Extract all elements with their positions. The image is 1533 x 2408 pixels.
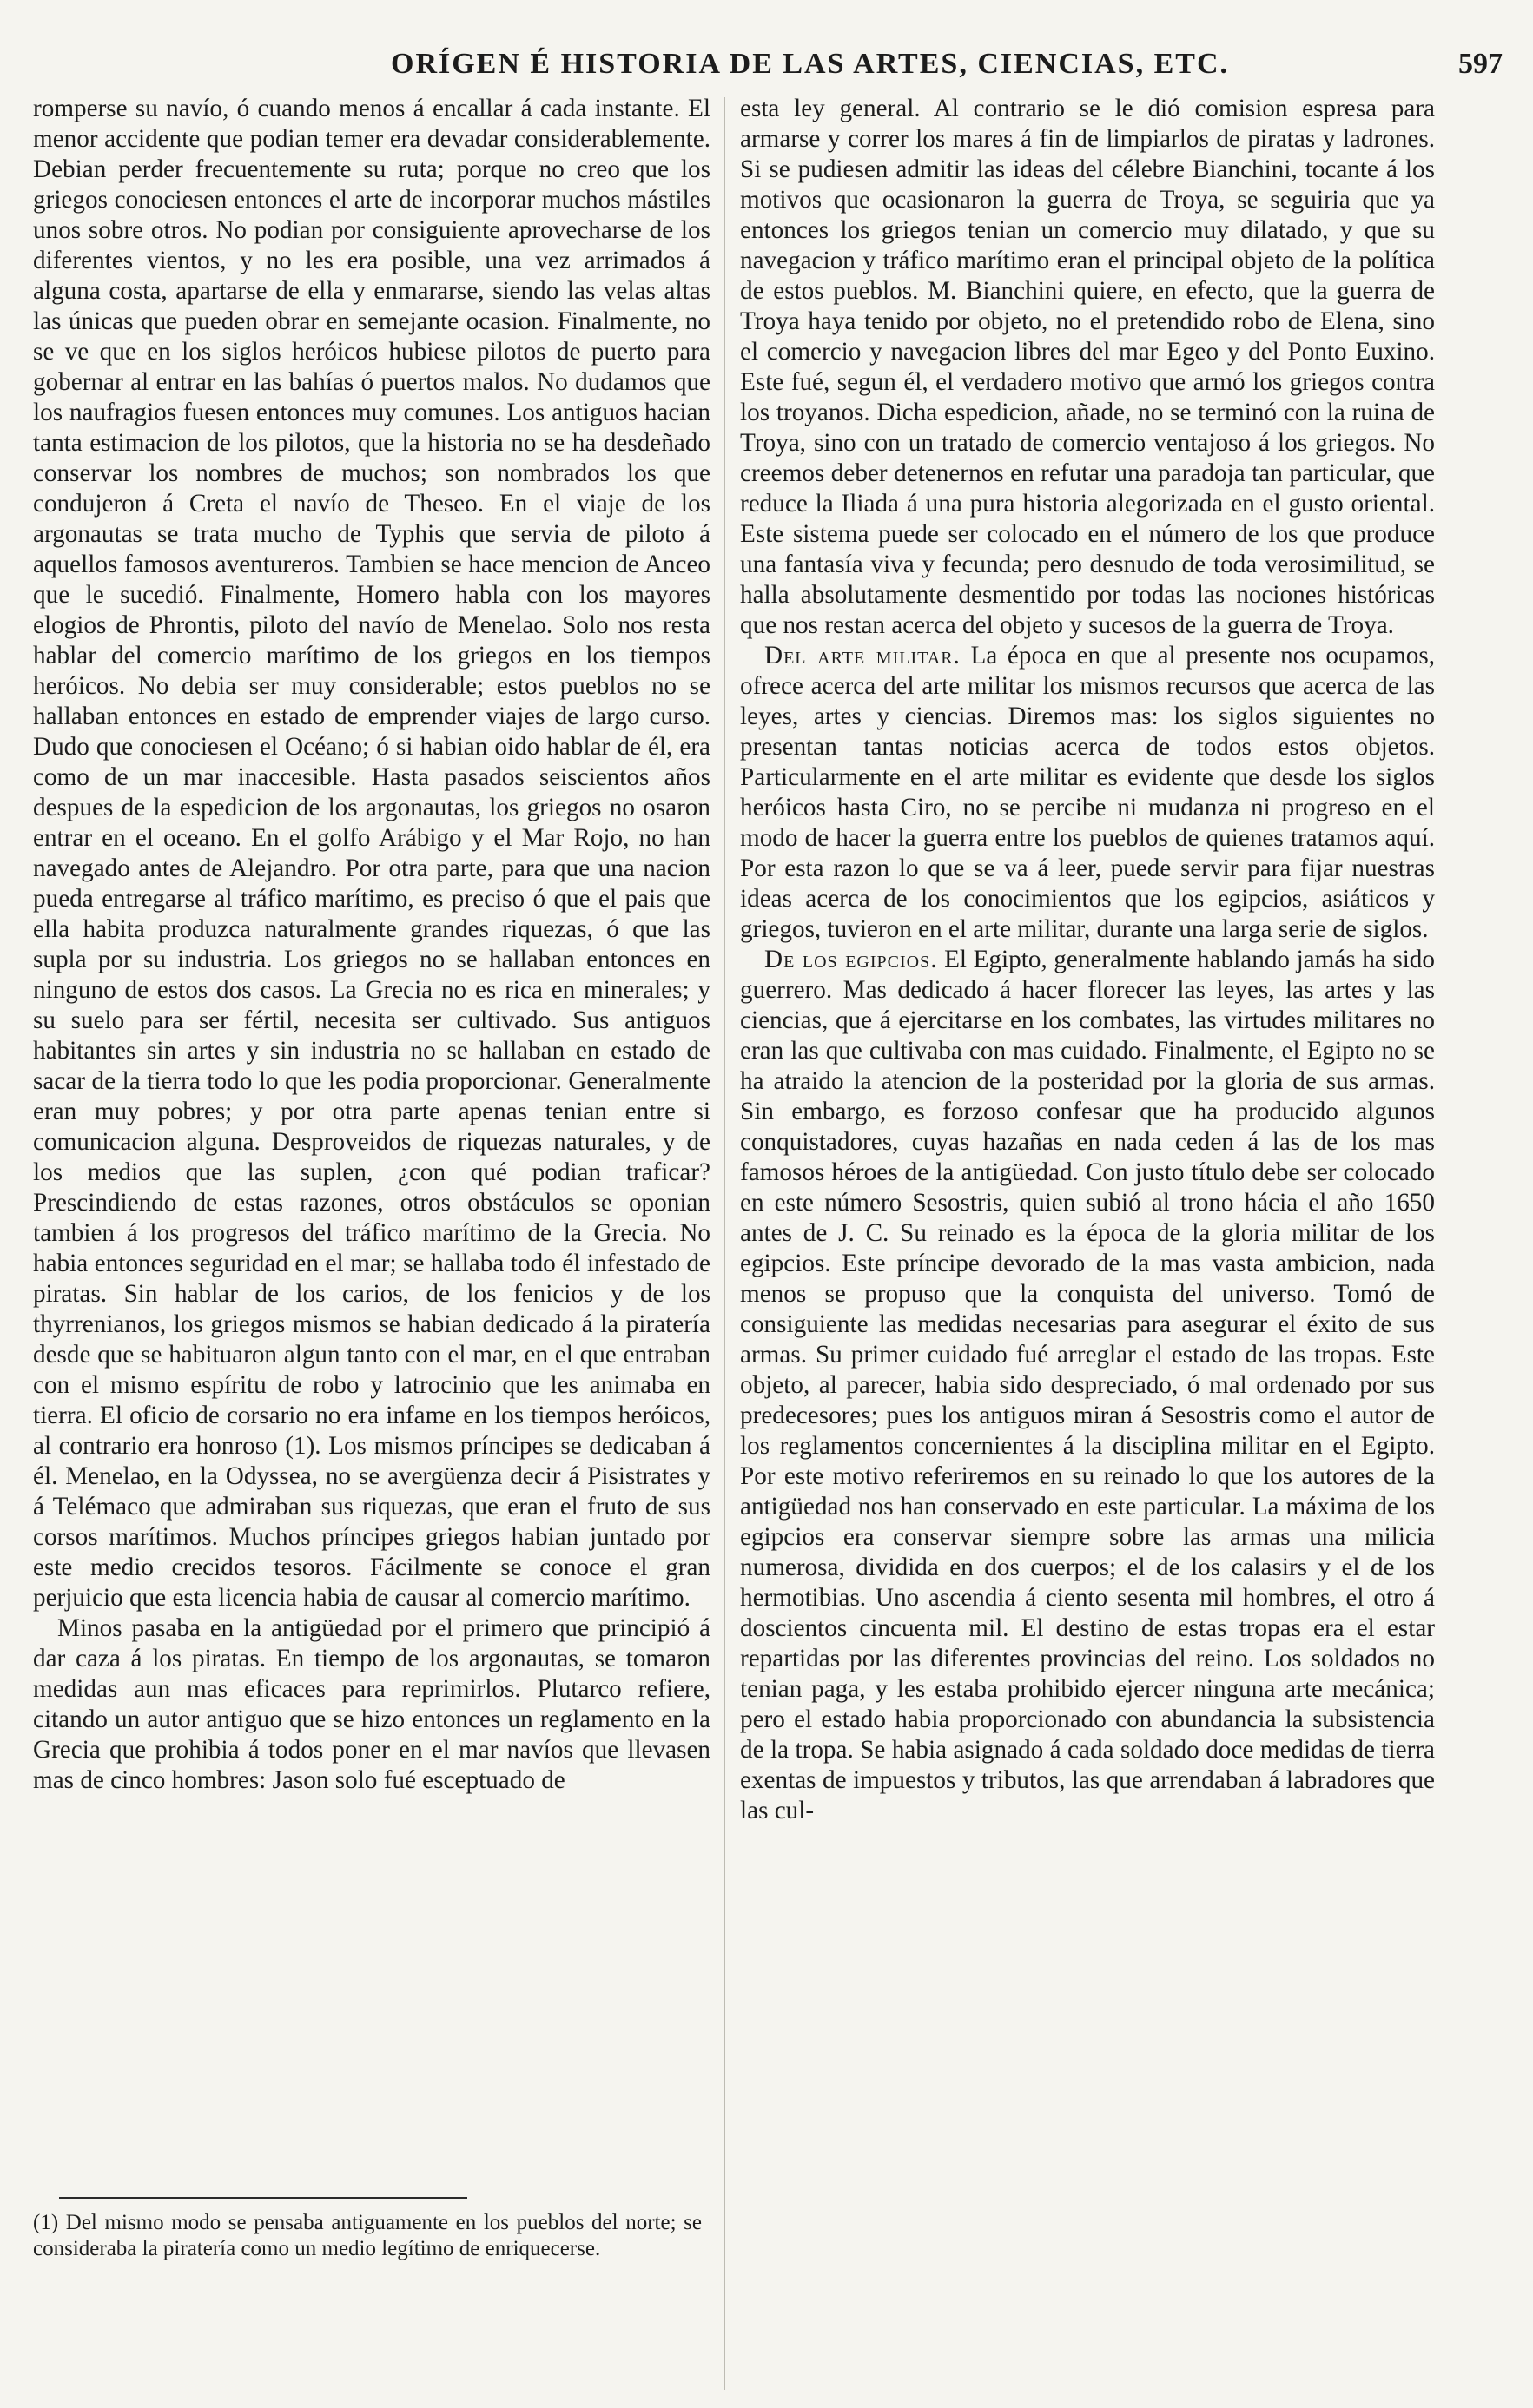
right-paragraph-1: esta ley general. Al contrario se le dió comision espresa para armarse y correr los mares á fin de limpiarlos de piratas y ladrones. Si se pudiesen admitir las ideas del célebre Bianchini, tocante á los motivos que ocasionaron la guerra de Troya, se seguiria que ya entonces los griegos tenian un comercio muy dilatado, y que su navegacion y tráfico marítimo eran el principal objeto de la política de estos pueblos. M. Bianchini quiere, en efecto, que la guerra de Troya haya tenido por objeto, no el pretendido robo de Elena, sino el comercio y navegacion libres del mar Egeo y del Ponto Euxino. Este fué, segun él, el verdadero motivo que armó los griegos contra los troyanos. Dicha espedicion, añade, no se terminó con la ruina de Troya, sino con un tratado de comercio ventajoso á los griegos. No creemos deber detenernos en refutar una paradoja tan particular, que reduce la Iliada á una pura historia alegorizada en el gusto oriental. Este sistema puede ser colocado en el número de los que produce una fantasía viva y fecunda; pero desnudo de toda verosimilitud, se halla absolutamente desmentido por todas las nociones históricas que nos restan acerca del objeto y sucesos de la guerra de Troya.	[740, 95, 1435, 639]
page-header	[0, 48, 1533, 82]
right-paragraph-3-text: El Egipto, generalmente hablando jamás ha sido guerrero. Mas dedicado á hacer florecer las leyes, las artes y las ciencias, que á ejercitarse en los combates, las virtudes militares no eran las que cultivaba con mas cuidado. Finalmente, el Egipto no se ha atraido la atencion de la posteridad por la gloria de sus armas. Sin embargo, es forzoso confesar que ha producido algunos conquistadores, cuyas hazañas en nada ceden á las de los mas famosos héroes de la antigüedad. Con justo título debe ser colocado en este número Sesostris, quien subió al trono hácia el año 1650 antes de J. C. Su reinado es la época de la gloria militar de los egipcios. Este príncipe devorado de la mas vasta ambicion, nada menos se propuso que la conquista del universo. Tomó de consiguiente las medidas necesarias para asegurar el éxito de sus armas. Su primer cuidado fué arreglar el estado de las tropas. Este objeto, al parecer, habia sido despreciado, ó mal ordenado por sus predecesores; pues los antiguos miran á Sesostris como el autor de los reglamentos concernientes á la disciplina militar en el Egipto. Por este motivo referiremos en su reinado lo que los autores de la antigüedad nos han conservado en este particular. La máxima de los egipcios era conservar siempre sobre las armas una milicia numerosa, dividida en dos cuerpos; el de los calasirs y el de los hermotibias. Uno ascendia á ciento sesenta mil hombres, el otro á doscientos cincuenta mil. El destino de estas tropas era el estar repartidas por las diferentes provincias del reino. Los soldados no tenian paga, y les estaba prohibido ejercer ninguna arte mecánica; pero el estado habia proporcionado con abundancia la subsistencia de la tropa. Se habia asignado á cada soldado doce medidas de tierra exentas de impuestos y tributos, las que arrendaban á labradores que las cul-	[740, 946, 1435, 1824]
right-paragraph-3	[740, 945, 1435, 1826]
running-title: ORÍGEN É HISTORIA DE LAS ARTES, CIENCIAS, ETC.	[391, 48, 1229, 80]
left-paragraph-1: romperse su navío, ó cuando menos á encallar á cada instante. El menor accidente que podian temer era devadar considerablemente. Debian perder frecuentemente su ruta; porque no creo que los griegos conociesen entonces el arte de incorporar muchos mástiles unos sobre otros. No podian por consiguiente aprovecharse de los diferentes vientos, y no les era posible, una vez arrimados á alguna costa, apartarse de ella y enmararse, siendo las velas altas las únicas que pueden obrar en semejante ocasion. Finalmente, no se ve que en los siglos heróicos hubiese pilotos de puerto para gobernar al entrar en las bahías ó puertos malos. No dudamos que los naufragios fuesen entonces muy comunes. Los antiguos hacian tanta estimacion de los pilotos, que la historia no se ha desdeñado conservar los nombres de muchos; son nombrados los que condujeron á Creta el navío de Theseo. En el viaje de los argonautas se trata mucho de Typhis que servia de piloto á aquellos famosos aventureros. Tambien se hace mencion de Anceo que le sucedió. Finalmente, Homero habla con los mayores elogios de Phrontis, piloto del navío de Menelao. Solo nos resta hablar del comercio marítimo de los griegos en los tiempos heróicos. No debia ser muy considerable; estos pueblos no se hallaban entonces en estado de emprender viajes de largo curso. Dudo que conociesen el Océano; ó si habian oido hablar de él, era como de un mar inaccesible. Hasta pasados seiscientos años despues de la espedicion de los argonautas, los griegos no osaron entrar en el oceano. En el golfo Arábigo y el Mar Rojo, no han navegado antes de Alejandro. Por otra parte, para que una nacion pueda entregarse al tráfico marítimo, es preciso ó que el pais que ella habita produzca naturalmente grandes riquezas, ó que las supla por su industria. Los griegos no se hallaban entonces en ninguno de estos dos casos. La Grecia no es rica en minerales; y su suelo para ser fértil, necesita ser cultivado. Sus antiguos habitantes sin artes y sin industria no se hallaban en estado de sacar de la tierra todo lo que les podia proporcionar. Generalmente eran muy pobres; y por otra parte apenas tenian entre si comunicacion alguna. Desproveidos de riquezas naturales, y de los medios que las suplen, ¿con qué podian traficar? Prescindiendo de estas razones, otros obstáculos se oponian tambien á los progresos del tráfico marítimo de la Grecia. No habia entonces seguridad en el mar; se hallaba todo él infestado de piratas. Sin hablar de los carios, de los fenicios y de los thyrrenianos, los griegos mismos se habian dedicado á la piratería desde que se habituaron algun tanto con el mar, en el que entraban con el mismo espíritu de robo y latrocinio que les animaba en tierra. El oficio de corsario no era infame en los tiempos heróicos, al contrario era honroso (1). Los mismos príncipes se dedicaban á él. Menelao, en la Odyssea, no se avergüenza decir á Pisistrates y á Telémaco que admiraban sus riquezas, que eran el fruto de sus corsos marítimos. Muchos príncipes griegos habian juntado por este medio crecidos tesoros. Fácilmente se conoce el gran perjuicio que esta licencia habia de causar al comercio marítimo.	[33, 95, 710, 1612]
section-heading-arte-militar: Del arte militar.	[764, 642, 961, 670]
right-column	[740, 94, 1435, 1826]
column-divider	[724, 97, 725, 2390]
page-number: 597	[1458, 48, 1503, 80]
left-paragraph-2: Minos pasaba en la antigüedad por el primero que principió á dar caza á los piratas. En tiempo de los argonautas, se tomaron medidas aun mas eficaces para reprimirlos. Plutarco refiere, citando un autor antiguo que se hizo entonces un reglamento en la Grecia que prohibia á todos poner en el mar navíos que llevasen mas de cinco hombres: Jason solo fué esceptuado de	[33, 1614, 710, 1794]
footnote: (1) Del mismo modo se pensaba antiguamente en los pueblos del norte; se consideraba la piratería como un medio legítimo de enriquecerse.	[33, 2211, 702, 2260]
left-column	[33, 94, 710, 1796]
footnote-rule	[59, 2197, 467, 2199]
right-paragraph-2	[740, 641, 1435, 945]
section-heading-egipcios: De los egipcios.	[764, 946, 938, 973]
right-paragraph-2-text: La época en que al presente nos ocupamos, ofrece acerca del arte militar los mismos recursos que acerca de las leyes, artes y ciencias. Diremos mas: los siglos siguientes no presentan tantas noticias acerca de todos estos objetos. Particularmente en el arte militar es evidente que desde los siglos heróicos hasta Ciro, no se percibe ni mudanza ni progreso en el modo de hacer la guerra entre los pueblos de quienes tratamos aquí. Por esta razon lo que se va á leer, puede servir para fijar nuestras ideas acerca de los conocimientos que los egipcios, asiáticos y griegos, tuvieron en el arte militar, durante una larga serie de siglos.	[740, 642, 1435, 943]
